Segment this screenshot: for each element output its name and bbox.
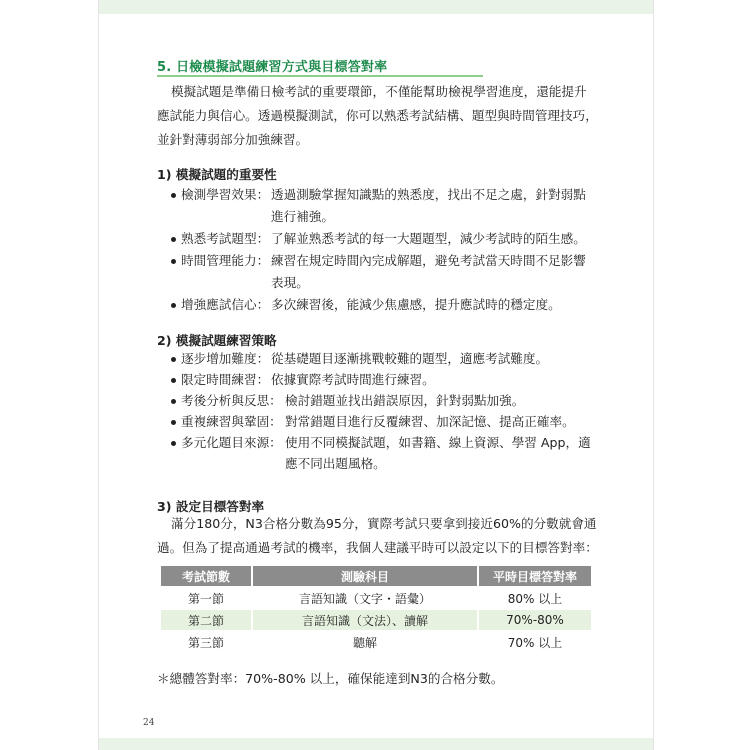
bullet-term: 限定時間練習：: [181, 372, 270, 387]
subsection-heading: 1) 模擬試題的重要性: [157, 167, 277, 182]
title-underline: [157, 75, 483, 77]
target-rate-table: [159, 564, 593, 654]
bullet-desc: 檢討錯題並找出錯誤原因，針對弱點加強。: [285, 393, 525, 408]
table-row: [161, 588, 591, 608]
table-cell: 第一節: [161, 588, 251, 608]
page: [98, 0, 654, 750]
list-item: [171, 294, 611, 316]
intro-line: 模擬試題是準備日檢考試的重要環節，不僅能幫助檢視學習進度，還能提升: [171, 84, 587, 99]
page-number: 24: [143, 718, 155, 728]
bullet-dot: [171, 441, 176, 446]
list-item: [171, 390, 611, 411]
list-item: [171, 369, 611, 390]
bullet-dot: [171, 193, 176, 198]
section-title: 5. 日檢模擬試題練習方式與目標答對率: [157, 60, 388, 75]
table-cell: 言語知識（文法）、讀解: [253, 610, 477, 630]
bullet-dot: [171, 378, 176, 383]
target-line: 滿分180分，N3合格分數為95分，實際考試只要拿到接近60%的分數就會通: [171, 516, 597, 531]
table-header: 考試節數: [161, 566, 251, 586]
list-item: [171, 250, 611, 294]
bullet-desc: 從基礎題目逐漸挑戰較難的題型，適應考試難度。: [271, 351, 549, 366]
bullet-dot: [171, 420, 176, 425]
table-cell: 聽解: [253, 632, 477, 652]
bullet-dot: [171, 357, 176, 362]
bottom-band: [99, 738, 653, 750]
bullet-dot: [171, 237, 176, 242]
summary-note: ＊總體答對率：70%-80% 以上，確保能達到N3的合格分數。: [157, 671, 504, 686]
list-item: [171, 228, 611, 250]
bullet-desc: 練習在規定時間內完成解題，避免考試當天時間不足影響: [271, 253, 586, 268]
bullet-term: 增強應試信心：: [181, 297, 270, 312]
bullet-desc-cont: 應不同出題風格。: [285, 456, 386, 471]
bullet-term: 熟悉考試題型：: [181, 231, 270, 246]
table-header-row: [161, 566, 591, 586]
bullet-term: 多元化題目來源：: [181, 435, 282, 450]
bullet-desc: 了解並熟悉考試的每一大題題型，減少考試時的陌生感。: [271, 231, 586, 246]
bullet-desc-cont: 表現。: [271, 275, 309, 290]
bullet-desc-cont: 進行補強。: [271, 209, 334, 224]
list-item: [171, 432, 611, 474]
bullet-desc: 對常錯題目進行反覆練習、加深記憶、提高正確率。: [285, 414, 575, 429]
bullet-desc: 依據實際考試時間進行練習。: [271, 372, 435, 387]
subsection-heading: 3) 設定目標答對率: [157, 499, 265, 514]
table-header: 測驗科目: [253, 566, 477, 586]
list-item: [171, 411, 611, 432]
bullet-list-strategy: [171, 348, 611, 474]
bullet-list-importance: [171, 184, 611, 316]
table-cell: 言語知識（文字・語彙）: [253, 588, 477, 608]
bullet-term: 重複練習與鞏固：: [181, 414, 282, 429]
table-cell: 70%-80%: [479, 610, 591, 630]
table-row: [161, 610, 591, 630]
table-cell: 70% 以上: [479, 632, 591, 652]
table-cell: 第三節: [161, 632, 251, 652]
bullet-dot: [171, 259, 176, 264]
table-cell: 80% 以上: [479, 588, 591, 608]
intro-line: 並針對薄弱部分加強練習。: [157, 132, 309, 147]
table-row: [161, 632, 591, 652]
bullet-dot: [171, 303, 176, 308]
bullet-desc: 多次練習後，能減少焦慮感，提升應試時的穩定度。: [271, 297, 561, 312]
top-band: [99, 0, 653, 14]
subsection-heading: 2) 模擬試題練習策略: [157, 333, 277, 348]
bullet-term: 逐步增加難度：: [181, 351, 270, 366]
bullet-desc: 使用不同模擬試題，如書籍、線上資源、學習 App，適: [285, 435, 591, 450]
table-cell: 第二節: [161, 610, 251, 630]
bullet-term: 檢測學習效果：: [181, 187, 270, 202]
bullet-dot: [171, 399, 176, 404]
list-item: [171, 184, 611, 228]
intro-paragraph: [157, 80, 603, 152]
table-header: 平時目標答對率: [479, 566, 591, 586]
bullet-term: 時間管理能力：: [181, 253, 270, 268]
target-line: 過。但為了提高通過考試的機率，我個人建議平時可以設定以下的目標答對率：: [157, 540, 598, 555]
bullet-desc: 透過測驗掌握知識點的熟悉度，找出不足之處，針對弱點: [271, 187, 586, 202]
list-item: [171, 348, 611, 369]
intro-line: 應試能力與信心。透過模擬測試，你可以熟悉考試結構、題型與時間管理技巧，: [157, 108, 598, 123]
target-paragraph: [157, 512, 603, 560]
bullet-term: 考後分析與反思：: [181, 393, 282, 408]
